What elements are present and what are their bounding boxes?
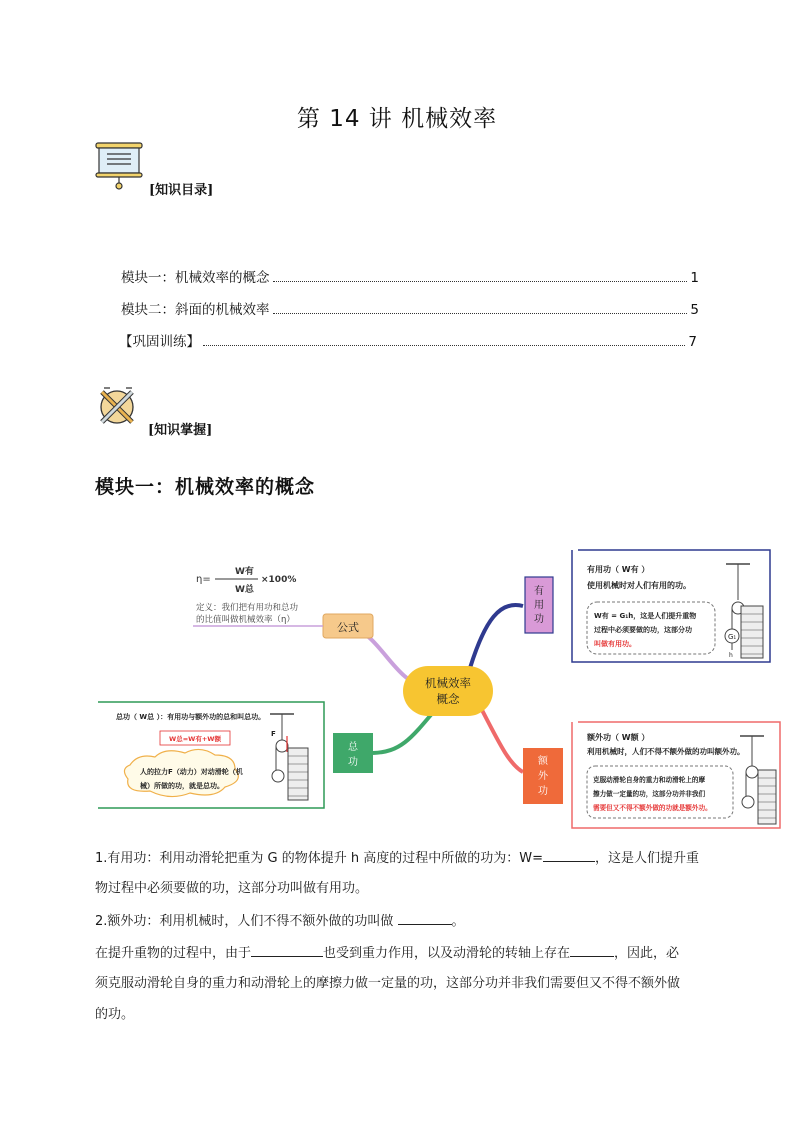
toc-item-page: 5 bbox=[690, 302, 699, 318]
svg-text:需要但又不得不额外做的功就是额外功。: 需要但又不得不额外做的功就是额外功。 bbox=[593, 804, 712, 812]
svg-text:有: 有 bbox=[534, 586, 544, 597]
toc-leader bbox=[203, 345, 685, 346]
question-2 bbox=[95, 911, 705, 932]
question-2-prefix: 2.额外功：利用机械时，人们不得不额外做的功叫做 bbox=[95, 914, 398, 929]
module-heading: 模块一：机械效率的概念 bbox=[95, 476, 316, 498]
connector-useful bbox=[470, 605, 523, 668]
center-node bbox=[403, 666, 493, 716]
svg-text:额: 额 bbox=[538, 756, 548, 767]
toc-leader bbox=[273, 313, 688, 314]
question-3-part-c: ，因此，必 bbox=[614, 946, 680, 961]
formula-eta: η= bbox=[196, 574, 211, 585]
center-node-line1: 机械效率 bbox=[425, 676, 471, 690]
svg-text:械）所做的功，就是总功。: 械）所做的功，就是总功。 bbox=[140, 782, 224, 790]
center-node-line2: 概念 bbox=[436, 692, 460, 706]
extra-title: 额外功（ W额 ） bbox=[587, 733, 650, 742]
toc-item[interactable] bbox=[121, 298, 699, 318]
svg-text:F: F bbox=[271, 730, 276, 738]
toc-item[interactable] bbox=[119, 330, 697, 350]
presentation-board-icon bbox=[94, 141, 144, 191]
formula-tail: ×100% bbox=[261, 575, 297, 585]
svg-text:功: 功 bbox=[534, 614, 544, 625]
mechanical-efficiency-mindmap bbox=[90, 540, 794, 835]
total-equation: W总=W有+W额 bbox=[169, 735, 221, 743]
formula-denominator: W总 bbox=[235, 585, 254, 595]
question-3-part-a: 在提升重物的过程中，由于 bbox=[95, 946, 252, 961]
svg-text:过程中必须要做的功，这部分功: 过程中必须要做的功，这部分功 bbox=[594, 626, 692, 634]
question-3-line2: 须克服动滑轮自身的重力和动滑轮上的摩擦力做一定量的功，这部分功并非我们需要但又不得不额外做 bbox=[95, 976, 681, 991]
toc-item-page: 7 bbox=[688, 334, 697, 350]
svg-text:功: 功 bbox=[538, 786, 548, 797]
formula-numerator: W有 bbox=[235, 567, 254, 577]
formula-definition-line2: 的比值叫做机械效率（η） bbox=[196, 615, 295, 625]
svg-text:功: 功 bbox=[348, 757, 358, 768]
mastery-label: [知识掌握] bbox=[148, 423, 213, 438]
svg-text:总: 总 bbox=[348, 742, 358, 753]
catalog-label: [知识目录] bbox=[149, 183, 214, 198]
page-title: 第 14 讲 机械效率 bbox=[296, 106, 498, 132]
toc-item-page: 1 bbox=[690, 270, 699, 286]
extra-desc: 利用机械时，人们不得不额外做的功叫额外功。 bbox=[587, 747, 745, 756]
svg-text:W有 = G₁h，这是人们提升重物: W有 = G₁h，这是人们提升重物 bbox=[594, 612, 697, 620]
toc-leader bbox=[273, 281, 688, 282]
pencil-ruler-icon bbox=[96, 386, 138, 428]
connector-extra bbox=[482, 710, 523, 772]
svg-text:外: 外 bbox=[538, 771, 548, 782]
toc-item-label: 模块二：斜面的机械效率 bbox=[121, 302, 270, 318]
useful-title: 有用功（ W有 ） bbox=[587, 565, 650, 574]
question-3-part-b: 也受到重力作用，以及动滑轮的转轴上存在 bbox=[323, 946, 571, 961]
question-3 bbox=[95, 943, 705, 964]
svg-text:G₁: G₁ bbox=[728, 633, 737, 641]
answer-blank-1[interactable] bbox=[543, 848, 595, 862]
svg-text:h: h bbox=[729, 652, 733, 659]
answer-blank-3[interactable] bbox=[251, 943, 323, 957]
question-1-suffix: ，这是人们提升重 bbox=[595, 851, 700, 866]
toc-item-label: 【巩固训练】 bbox=[119, 334, 200, 350]
answer-blank-2[interactable] bbox=[398, 911, 452, 925]
question-2-suffix: 。 bbox=[451, 914, 465, 929]
question-3-line3: 的功。 bbox=[95, 1007, 135, 1022]
question-1-line2: 物过程中必须要做的功，这部分功叫做有用功。 bbox=[95, 881, 369, 896]
svg-text:人的拉力F（动力）对动滑轮（机: 人的拉力F（动力）对动滑轮（机 bbox=[140, 768, 243, 776]
question-1 bbox=[95, 848, 705, 869]
svg-text:叫做有用功。: 叫做有用功。 bbox=[594, 640, 636, 648]
total-title: 总功（ W总 ）：有用功与额外功的总和叫总功。 bbox=[116, 713, 266, 721]
svg-text:擦力做一定量的功，这部分功并非我们: 擦力做一定量的功，这部分功并非我们 bbox=[593, 790, 706, 798]
svg-text:克服动滑轮自身的重力和动滑轮上的摩: 克服动滑轮自身的重力和动滑轮上的摩 bbox=[593, 776, 706, 784]
formula-definition-line1: 定义：我们把有用功和总功 bbox=[196, 603, 299, 613]
formula-node-label: 公式 bbox=[337, 621, 359, 634]
answer-blank-4[interactable] bbox=[570, 943, 614, 957]
question-1-prefix: 1.有用功：利用动滑轮把重为 G 的物体提升 h 高度的过程中所做的功为：W= bbox=[95, 851, 543, 866]
connector-total bbox=[373, 710, 435, 753]
toc-item[interactable] bbox=[121, 266, 699, 286]
toc-item-label: 模块一：机械效率的概念 bbox=[121, 270, 270, 286]
svg-text:用: 用 bbox=[534, 600, 544, 611]
useful-desc: 使用机械时对人们有用的功。 bbox=[587, 581, 691, 590]
